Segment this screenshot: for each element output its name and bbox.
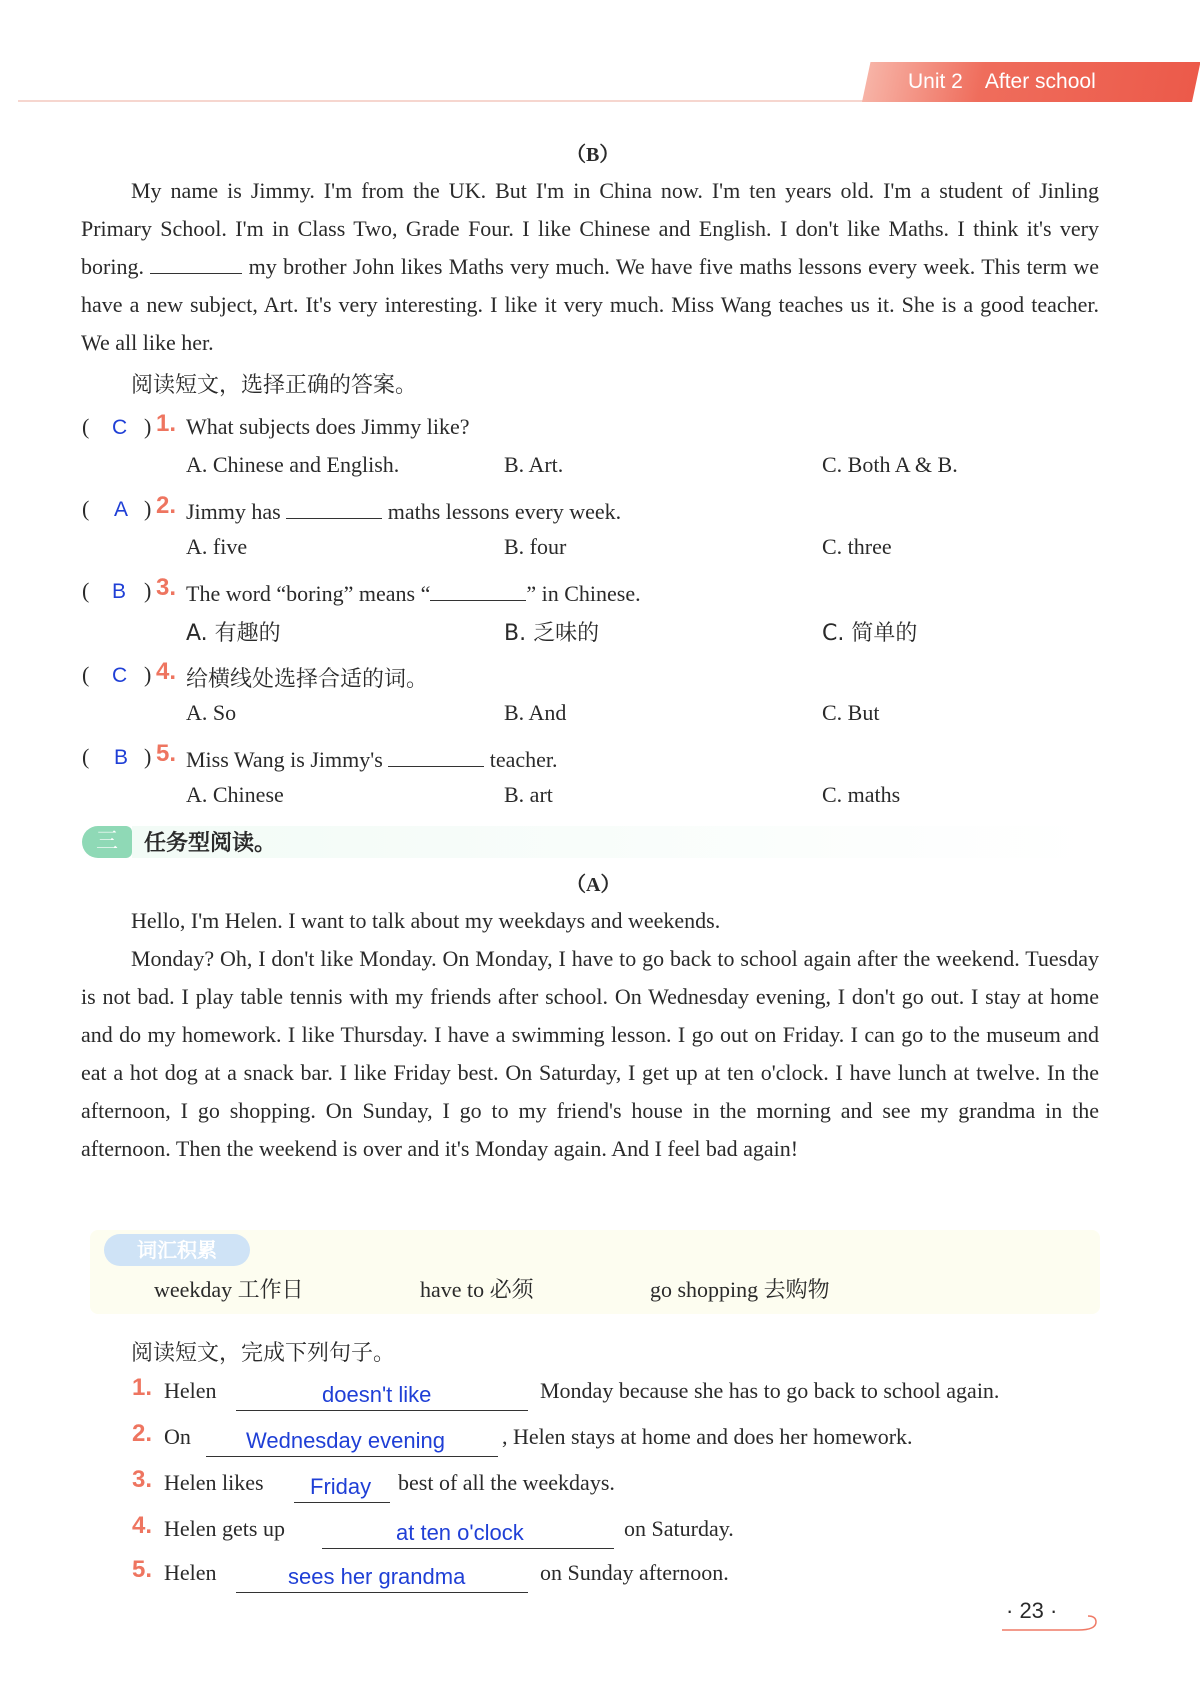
fill-number: 5. xyxy=(132,1556,153,1583)
option-c: C. But xyxy=(822,700,880,725)
question-text-after: teacher. xyxy=(489,747,558,772)
passage-jimmy xyxy=(81,172,1099,362)
question-number: 4. xyxy=(156,658,177,685)
question-number: 1. xyxy=(156,410,177,437)
question-text xyxy=(186,744,558,773)
passage-helen-intro-text: Hello, I'm Helen. I want to talk about my weekdays and weekends. xyxy=(131,908,721,933)
fill-after: Monday because she has to go back to school again. xyxy=(540,1378,1000,1403)
passage-helen-body-text: Monday? Oh, I don't like Monday. On Monday, I have to go back to school again after the weekend. Tuesday is not bad. I play table tennis with my friends after school. On Wednesday evening, I don't go out. I stay at home and do my homework. I like Thursday. I have a swimming lesson. I go out on Friday. I can go to the museum and eat a hot dog at a snack bar. I like Friday best. On Saturday, I get up at ten o'clock. I have lunch at twelve. In the afternoon, I go shopping. On Sunday, I go to my friend's house in the morning and see my grandma in the afternoon. Then the weekend is over and it's Monday again. And I feel bad again! xyxy=(81,946,1099,1161)
page-curve-ornament xyxy=(1000,1610,1100,1636)
option-a: A. So xyxy=(186,700,237,725)
fill-number: 2. xyxy=(132,1420,153,1447)
fill-before: Helen likes xyxy=(164,1470,264,1495)
option-b: B. Art. xyxy=(504,452,564,477)
fill-after: on Sunday afternoon. xyxy=(540,1560,729,1585)
paren-close: ) xyxy=(144,662,152,687)
vocab-item: have to 必须 xyxy=(420,1277,534,1302)
fill-before: Helen gets up xyxy=(164,1516,285,1541)
fill-before: Helen xyxy=(164,1560,217,1585)
vocab-item: go shopping 去购物 xyxy=(650,1277,830,1302)
section-a-label: （A） xyxy=(566,874,621,896)
passage-helen-body xyxy=(81,940,1099,1168)
option-a: A. five xyxy=(186,534,248,559)
passage-blank xyxy=(150,251,242,274)
question-number: 5. xyxy=(156,740,177,767)
question-number: 3. xyxy=(156,574,177,601)
passage-jimmy-part2: my brother John likes Maths very much. We have five maths lessons every week. This term we have a new subject, Art. It's very interesting. I like it very much. Miss Wang teaches us it. She is a good teacher. We all like her. xyxy=(81,254,1099,355)
fill-answer: at ten o'clock xyxy=(396,1520,524,1545)
fill-answer: Friday xyxy=(310,1474,372,1499)
question-number: 2. xyxy=(156,492,177,519)
option-c: C. Both A & B. xyxy=(822,452,958,477)
fill-number: 3. xyxy=(132,1466,153,1493)
answer-5: B xyxy=(114,746,129,769)
option-c: C. three xyxy=(822,534,892,559)
fill-number: 4. xyxy=(132,1512,153,1539)
fill-after: on Saturday. xyxy=(624,1516,734,1541)
option-a: A. 有趣的 xyxy=(186,621,281,646)
fill-after: , Helen stays at home and does her homework. xyxy=(502,1424,913,1449)
unit-header xyxy=(908,70,1118,94)
answer-1: C xyxy=(112,416,128,439)
vocab-tag: 词汇积累 xyxy=(104,1234,250,1266)
option-a: A. Chinese xyxy=(186,782,284,807)
question-text-before: Miss Wang is Jimmy's xyxy=(186,747,383,772)
question-text: What subjects does Jimmy like? xyxy=(186,414,470,439)
paren-open: ( xyxy=(82,414,90,439)
paren-close: ) xyxy=(144,496,152,521)
paren-close: ) xyxy=(144,744,152,769)
question-text-after: maths lessons every week. xyxy=(387,499,622,524)
option-c: C. 简单的 xyxy=(822,621,918,646)
question-text-before: The word “boring” means “ xyxy=(186,581,431,606)
question-blank xyxy=(430,578,526,601)
section-b-instruction: 阅读短文，选择正确的答案。 xyxy=(131,373,418,398)
question-text: 给横线处选择合适的词。 xyxy=(186,667,429,692)
fill-before: Helen xyxy=(164,1378,217,1403)
option-a: A. Chinese and English. xyxy=(186,452,400,477)
paren-open: ( xyxy=(82,496,90,521)
paren-open: ( xyxy=(82,578,90,603)
question-blank xyxy=(286,496,382,519)
fill-after: best of all the weekdays. xyxy=(398,1470,615,1495)
question-text-before: Jimmy has xyxy=(186,499,281,524)
fill-answer: Wednesday evening xyxy=(246,1428,445,1453)
option-c: C. maths xyxy=(822,782,901,807)
option-b: B. art xyxy=(504,782,553,807)
option-b: B. 乏味的 xyxy=(504,621,600,646)
answer-3: B xyxy=(112,580,127,603)
answer-4: C xyxy=(112,664,128,687)
fill-answer: sees her grandma xyxy=(288,1564,466,1589)
vocab-item: weekday 工作日 xyxy=(154,1277,304,1302)
section-3-instruction: 阅读短文，完成下列句子。 xyxy=(131,1341,396,1366)
question-text xyxy=(186,496,621,525)
unit-number: Unit 2 xyxy=(908,70,963,93)
paren-close: ) xyxy=(144,578,152,603)
option-b: B. four xyxy=(504,534,567,559)
answer-2: A xyxy=(114,498,129,521)
fill-answer: doesn't like xyxy=(322,1382,432,1407)
section-3-badge: 三 xyxy=(82,826,132,858)
fill-before: On xyxy=(164,1424,191,1449)
question-text-after: ” in Chinese. xyxy=(526,581,641,606)
unit-title: After school xyxy=(984,70,1096,93)
page-number: · 23 · xyxy=(1006,1598,1058,1623)
passage-jimmy-part1: My name is Jimmy. I'm from the UK. But I'm in China now. I'm ten years old. I'm a student of Jinling Primary School. I'm in Class Two, Grade Four. I like Chinese and English. I don't like Maths. I think it's very boring. xyxy=(81,178,1099,279)
section-b-label: （B） xyxy=(566,144,620,166)
paren-open: ( xyxy=(82,744,90,769)
question-text xyxy=(186,578,641,607)
passage-helen-intro xyxy=(81,902,1099,940)
section-3-title: 任务型阅读。 xyxy=(144,831,277,856)
fill-number: 1. xyxy=(132,1374,153,1401)
question-blank xyxy=(388,744,484,767)
paren-open: ( xyxy=(82,662,90,687)
option-b: B. And xyxy=(504,700,567,725)
paren-close: ) xyxy=(144,414,152,439)
